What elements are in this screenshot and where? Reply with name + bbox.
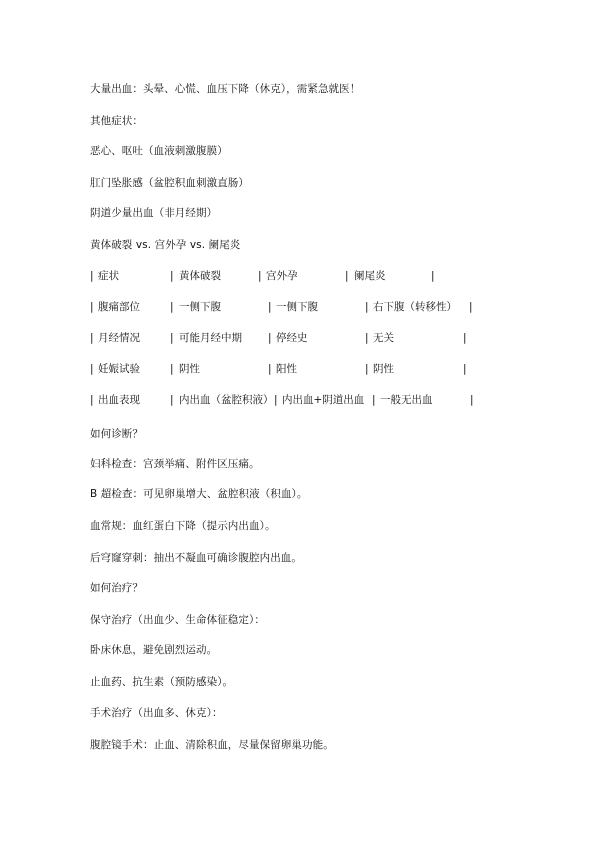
table-cell: 可能月经中期 (179, 332, 242, 344)
table-divider: | (470, 394, 474, 406)
surgical-treatment-text: 手术治疗（出血多、休克）： (90, 707, 223, 719)
bed-rest-text: 卧床休息，避免剧烈运动。 (90, 644, 218, 656)
table-cell: 右下腹（转移性） (373, 301, 457, 313)
table-cell: 妊娠试验 (98, 363, 140, 375)
table-divider: | (463, 363, 467, 375)
ultrasound-text: B 超检查：可见卵巢增大、盆腔积液（积血）。 (90, 488, 308, 500)
symptom-nausea-text: 恶心、呕吐（血液刺激腹膜） (90, 145, 228, 157)
table-divider: | (90, 270, 94, 282)
blood-routine-text: 血常规：血红蛋白下降（提示内出血）。 (90, 520, 276, 532)
table-cell: 月经情况 (98, 332, 140, 344)
diagnosis-heading: 如何诊断？ (90, 428, 143, 440)
table-divider: | (372, 394, 376, 406)
table-divider: | (258, 270, 262, 282)
table-row (90, 362, 490, 376)
table-divider: | (268, 332, 272, 344)
table-cell: 阳性 (276, 363, 297, 375)
table-row (90, 393, 490, 407)
table-cell: 停经史 (276, 332, 308, 344)
table-cell: 一侧下腹 (276, 301, 318, 313)
table-divider: | (463, 332, 467, 344)
table-cell: 阴性 (179, 363, 200, 375)
table-divider: | (431, 270, 435, 282)
table-divider: | (365, 363, 369, 375)
table-divider: | (170, 363, 174, 375)
table-cell: 阴性 (373, 363, 394, 375)
other-symptoms-heading: 其他症状： (90, 115, 143, 127)
table-row (90, 300, 490, 314)
comparison-heading: 黄体破裂 vs. 宫外孕 vs. 阑尾炎 (90, 239, 241, 251)
gyn-exam-text: 妇科检查：宫颈举痛、附件区压痛。 (90, 458, 260, 470)
table-divider: | (90, 363, 94, 375)
table-cell: 腹痛部位 (98, 301, 140, 313)
table-header-cell: 症状 (98, 270, 119, 282)
table-divider: | (170, 332, 174, 344)
table-divider: | (469, 301, 473, 313)
table-divider: | (345, 270, 349, 282)
table-cell: 一侧下腹 (179, 301, 221, 313)
treatment-heading: 如何治疗？ (90, 582, 143, 594)
table-divider: | (170, 270, 174, 282)
table-cell: 内出血（盆腔积液） (179, 394, 274, 406)
table-row (90, 331, 490, 345)
table-divider: | (268, 363, 272, 375)
table-divider: | (170, 301, 174, 313)
symptom-vaginal-bleeding-text: 阴道少量出血（非月经期） (90, 207, 218, 219)
conservative-treatment-text: 保守治疗（出血少、生命体征稳定）： (90, 614, 265, 626)
table-divider: | (170, 394, 174, 406)
table-row (90, 269, 490, 283)
medication-text: 止血药、抗生素（预防感染）。 (90, 676, 234, 688)
table-divider: | (90, 332, 94, 344)
table-header-cell: 宫外孕 (266, 270, 298, 282)
table-divider: | (365, 301, 369, 313)
culdocentesis-text: 后穹窿穿刺：抽出不凝血可确诊腹腔内出血。 (90, 552, 302, 564)
symptom-anal-pressure-text: 肛门坠胀感（盆腔积血刺激直肠） (90, 177, 249, 189)
table-cell: 出血表现 (98, 394, 140, 406)
bleeding-warning-text: 大量出血：头晕、心慌、血压下降（休克），需紧急就医！ (90, 83, 361, 95)
table-divider: | (365, 332, 369, 344)
table-divider: | (274, 394, 278, 406)
table-cell: 无关 (373, 332, 394, 344)
table-header-cell: 黄体破裂 (179, 270, 221, 282)
table-divider: | (90, 301, 94, 313)
laparoscopy-text: 腹腔镜手术：止血、清除积血，尽量保留卵巢功能。 (90, 739, 334, 751)
table-cell: 一般无出血 (380, 394, 433, 406)
table-divider: | (90, 394, 94, 406)
table-header-cell: 阑尾炎 (354, 270, 386, 282)
table-divider: | (268, 301, 272, 313)
table-cell: 内出血+阴道出血 (282, 394, 365, 406)
